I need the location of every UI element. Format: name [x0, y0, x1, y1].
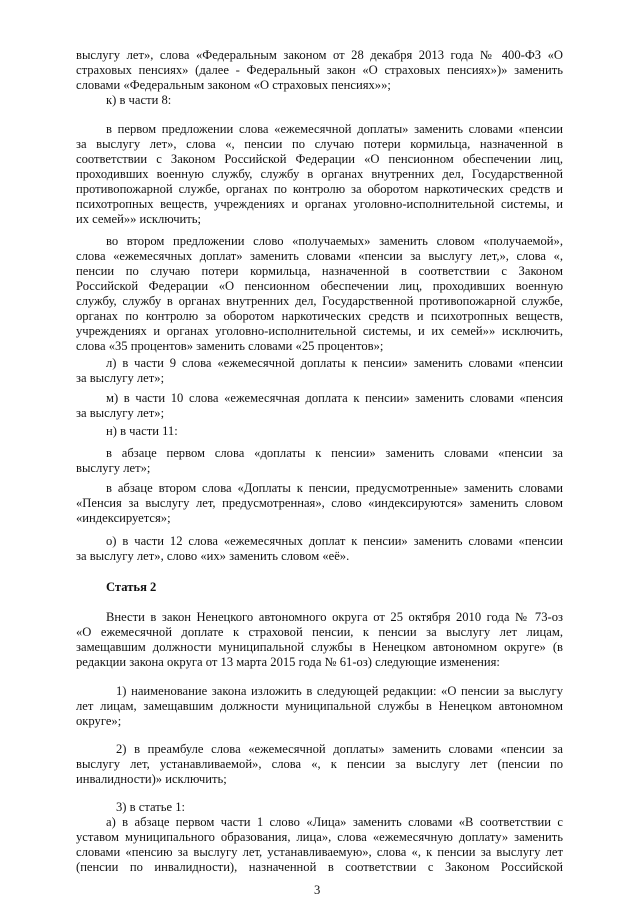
text-line: округе»; [76, 714, 122, 728]
text-line: слова «35 процентов» заменить словами «25 процентов»; [76, 339, 384, 353]
text-line: м) в части 10 слова «ежемесячная доплата к пенсии» заменить словами «пенсия [106, 391, 563, 405]
text-line: редакции закона округа от 13 марта 2015 года № 61-оз) следующие изменения: [76, 655, 500, 669]
text-line: страховых пенсиях» (далее - Федеральный закон «О страховых пенсиях»)» заменить [76, 63, 563, 77]
text-line: инвалидности)» исключить; [76, 772, 227, 786]
text-line: в первом предложении слова «ежемесячной доплаты» заменить словами «пенсии [106, 122, 563, 136]
text-line: в абзаце втором слова «Доплаты к пенсии, предусмотренные» заменить словами [106, 481, 563, 495]
text-line: их семей»» исключить; [76, 212, 202, 226]
text-line: соответствии с Законом Российской Федерации «О пенсионном обеспечении лиц, [76, 152, 563, 166]
text-line: замещавшим должности муниципальной службы в Ненецком автономном округе» (в [76, 640, 563, 654]
text-line: противопожарной службе, органах по контролю за оборотом наркотических средств и [76, 182, 563, 196]
text-line: службу, службу в органах внутренних дел, Государственной противопожарной службе, [76, 294, 563, 308]
text-line: н) в части 11: [106, 424, 178, 438]
text-line: «индексируется»; [76, 511, 171, 525]
text-line: психотропных веществ, учреждениях и органах уголовно-исполнительной системы, и [76, 197, 563, 211]
text-line: словами «Федеральным законом «О страховых пенсиях»»; [76, 78, 391, 92]
text-line: л) в части 9 слова «ежемесячной доплаты к пенсии» заменить словами «пенсии [106, 356, 563, 370]
text-line: пенсии по случаю потери кормильца, назначенной в соответствии с Законом [76, 264, 563, 278]
text-line: «Пенсия за выслугу лет, предусмотренная», слово «индексируются» заменить словом [76, 496, 563, 510]
text-line: а) в абзаце первом части 1 слово «Лица» заменить словами «В соответствии с [106, 815, 563, 829]
text-line: учреждениях и органах уголовно-исполнительной системы, и их семей»» исключить, [76, 324, 563, 338]
text-line: (пенсии по инвалидности), назначенной в соответствии с Законом Российской [76, 860, 563, 874]
text-line: лет лицам, замещавшим должности муниципальной службы в Ненецком автономном [76, 699, 563, 713]
text-line: 2) в преамбуле слова «ежемесячной доплаты» заменить словами «пенсии за [116, 742, 563, 756]
text-line: выслугу лет, устанавливаемой», слова «, к пенсии за выслугу лет (пенсии по [76, 757, 563, 771]
text-line: словами «пенсию за выслугу лет, устанавливаемую», слова «, к пенсии за выслугу лет [76, 845, 563, 859]
text-line: за выслугу лет»; [76, 371, 165, 385]
text-line: за выслугу лет»; [76, 406, 165, 420]
text-line: органах по контролю за оборотом наркотических средств и психотропных веществ, [76, 309, 563, 323]
text-line: слова «ежемесячных доплат» заменить словами «пенсии за выслугу лет,», слова «, [76, 249, 563, 263]
text-line: выслугу лет»; [76, 461, 151, 475]
article-heading: Статья 2 [106, 580, 157, 594]
text-line: 3) в статье 1: [116, 800, 186, 814]
text-line: выслугу лет», слова «Федеральным законом от 28 декабря 2013 года № 400-ФЗ «О [76, 48, 563, 62]
text-line: Российской Федерации «О пенсионном обеспечении лиц, проходивших военную [76, 279, 563, 293]
text-line: «О ежемесячной доплате к страховой пенсии, к пенсии за выслугу лет лицам, [76, 625, 563, 639]
text-line: за выслугу лет», слова «, пенсии по случаю потери кормильца, назначенной в [76, 137, 563, 151]
text-line: за выслугу лет», слово «их» заменить словом «её». [76, 549, 350, 563]
text-line: 1) наименование закона изложить в следующей редакции: «О пенсии за выслугу [116, 684, 563, 698]
text-line: к) в части 8: [106, 93, 172, 107]
page-number: 3 [314, 883, 321, 897]
text-line: проходивших военную службу, службу в органах внутренних дел, Государственной [76, 167, 563, 181]
text-line: во втором предложении слово «получаемых» заменить словом «получаемой», [106, 234, 563, 248]
text-line: о) в части 12 слова «ежемесячных доплат к пенсии» заменить словами «пенсии [106, 534, 563, 548]
text-line: уставом муниципального образования, лица», слова «ежемесячную доплату» заменить [76, 830, 563, 844]
text-line: в абзаце первом слова «доплаты к пенсии» заменить словами «пенсии за [106, 446, 563, 460]
text-line: Внести в закон Ненецкого автономного округа от 25 октября 2010 года № 73-оз [106, 610, 563, 624]
